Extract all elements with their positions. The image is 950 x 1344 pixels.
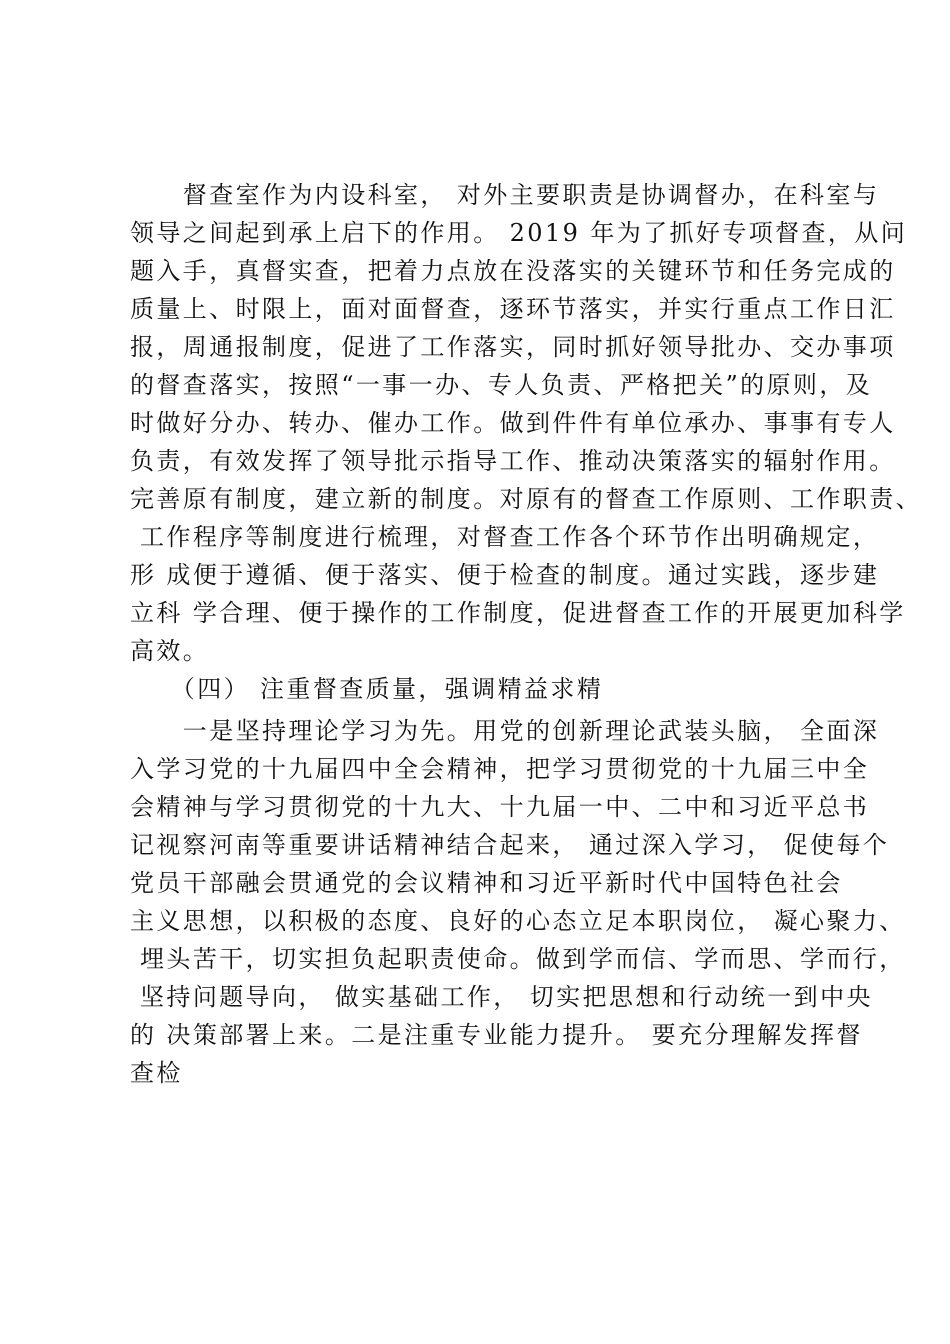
paragraph-line: 的督查落实，按照“一事一办、专人负责、严格把关”的原则，及 xyxy=(130,371,873,399)
paragraph-line: 高效。 xyxy=(130,637,210,665)
paragraph-line: 题入手，真督实查，把着力点放在没落实的关键环节和任务完成的 xyxy=(130,257,896,285)
section-heading: （四） 注重督查质量，强调精益求精 xyxy=(130,675,604,703)
paragraph-line: 的 决策部署上来。二是注重专业能力提升。 要充分理解发挥督 xyxy=(130,1021,863,1049)
paragraph-line: 时做好分办、转办、催办工作。做到件件有单位承办、事事有专人 xyxy=(130,409,896,437)
paragraph-line: 报，周通报制度，促进了工作落实，同时抓好领导批办、交办事项 xyxy=(130,333,896,361)
paragraph-line: 立科 学合理、便于操作的工作制度，促进督查工作的开展更加科学 xyxy=(130,599,906,627)
paragraph-line: 坚持问题导向， 做实基础工作， 切实把思想和行动统一到中央 xyxy=(130,983,873,1011)
paragraph-line: 记视察河南等重要讲话精神结合起来， 通过深入学习， 促使每个 xyxy=(130,831,890,859)
paragraph-line: 督查室作为内设科室， 对外主要职责是协调督办，在科室与 xyxy=(130,181,880,209)
paragraph-line: 负责，有效发挥了领导批示指导工作、推动决策落实的辐射作用。 xyxy=(130,447,896,475)
paragraph-line: 形 成便于遵循、便于落实、便于检查的制度。通过实践，逐步建 xyxy=(130,561,880,589)
paragraph-line: 完善原有制度，建立新的制度。对原有的督查工作原则、工作职责、 xyxy=(130,485,922,513)
paragraph-line: 质量上、时限上，面对面督查，逐环节落实，并实行重点工作日汇 xyxy=(130,295,896,323)
paragraph-line: 入学习党的十九届四中全会精神，把学习贯彻党的十九届三中全 xyxy=(130,755,870,783)
paragraph-line: 一是坚持理论学习为先。用党的创新理论武装头脑， 全面深 xyxy=(130,717,880,745)
paragraph-line: 党员干部融会贯通党的会议精神和习近平新时代中国特色社会 xyxy=(130,869,843,897)
paragraph-line: 会精神与学习贯彻党的十九大、十九届一中、二中和习近平总书 xyxy=(130,793,870,821)
paragraph-line: 工作程序等制度进行梳理，对督查工作各个环节作出明确规定， xyxy=(130,523,880,551)
paragraph-line: 主义思想，以积极的态度、良好的心态立足本职岗位， 凝心聚力、 xyxy=(130,907,906,935)
paragraph-line: 查检 xyxy=(130,1059,183,1087)
paragraph-line: 领导之间起到承上启下的作用。 2019 年为了抓好专项督查，从问 xyxy=(130,219,908,247)
paragraph-line: 埋头苦干，切实担负起职责使命。做到学而信、学而思、学而行， xyxy=(130,945,906,973)
